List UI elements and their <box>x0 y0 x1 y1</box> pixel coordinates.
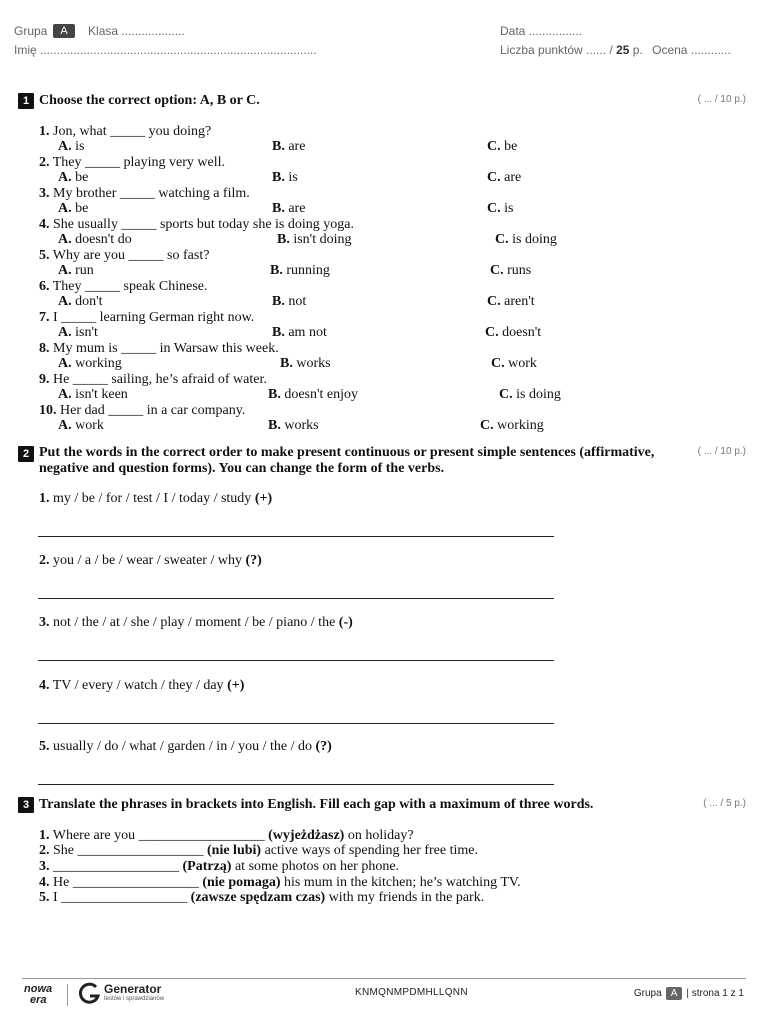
option-text: run <box>71 263 94 278</box>
question-1 <box>39 124 211 139</box>
item-form-mark: (+) <box>227 678 245 693</box>
option-text: isn't <box>71 325 98 340</box>
question-6 <box>39 279 208 294</box>
answer-line[interactable] <box>38 723 554 724</box>
item-form-mark: (?) <box>245 553 262 568</box>
gap-prefix: I __________________ <box>49 890 191 905</box>
reorder-item-3 <box>39 615 353 630</box>
option-text: doesn't <box>498 325 542 340</box>
option-letter: C. <box>487 294 501 309</box>
question-3 <box>39 186 250 201</box>
grade-field: Ocena ............ <box>652 43 731 57</box>
translate-item-2 <box>39 843 478 858</box>
option-b <box>272 139 305 154</box>
generator-g-icon <box>76 981 102 1007</box>
item-words: not / the / at / she / play / moment / be / piano / the <box>49 615 339 630</box>
item-number: 1. <box>39 828 50 843</box>
section-1-points: ( ... / 10 p.) <box>697 94 746 105</box>
item-number: 2. <box>39 553 50 568</box>
question-text: Jon, what _____ you doing? <box>49 124 212 139</box>
footer-page-number: | strona 1 z 1 <box>686 988 744 999</box>
gap-prefix: Where are you __________________ <box>49 828 269 843</box>
option-text: don't <box>71 294 103 309</box>
answer-line[interactable] <box>38 784 554 785</box>
option-letter: C. <box>490 263 504 278</box>
option-text: doesn't enjoy <box>280 387 359 402</box>
option-b <box>268 418 319 433</box>
question-10 <box>39 403 245 418</box>
option-letter: C. <box>499 387 513 402</box>
question-number: 10. <box>39 403 57 418</box>
option-letter: A. <box>58 356 72 371</box>
item-number: 5. <box>39 890 50 905</box>
question-text: I _____ learning German right now. <box>49 310 255 325</box>
option-text: doesn't do <box>71 232 132 247</box>
option-text: am not <box>284 325 327 340</box>
option-c <box>480 418 544 433</box>
option-letter: C. <box>495 232 509 247</box>
question-number: 2. <box>39 155 50 170</box>
group-badge: A <box>53 24 74 38</box>
sentence-rest: with my friends in the park. <box>325 890 485 905</box>
option-letter: A. <box>58 263 72 278</box>
option-text: running <box>282 263 330 278</box>
option-text: be <box>71 201 89 216</box>
answer-line[interactable] <box>38 536 554 537</box>
option-letter: A. <box>58 325 72 340</box>
points-suffix: p. <box>629 43 643 57</box>
item-number: 3. <box>39 859 50 874</box>
option-letter: B. <box>272 201 285 216</box>
logo-nowa: nowa <box>24 983 53 995</box>
translate-item-1 <box>39 828 414 843</box>
option-b <box>280 356 331 371</box>
option-c <box>490 263 531 278</box>
footer-group-label: Grupa <box>633 988 662 999</box>
option-letter: A. <box>58 387 72 402</box>
option-c <box>487 201 513 216</box>
question-text: They _____ playing very well. <box>49 155 225 170</box>
question-number: 7. <box>39 310 50 325</box>
option-letter: A. <box>58 139 72 154</box>
gap-prefix: He __________________ <box>49 875 203 890</box>
translate-item-5 <box>39 890 484 905</box>
translate-item-3 <box>39 859 399 874</box>
gap-prefix: __________________ <box>49 859 183 874</box>
polish-phrase: (nie lubi) <box>207 843 262 858</box>
option-letter: A. <box>58 170 72 185</box>
option-a <box>58 201 88 216</box>
option-text: runs <box>503 263 532 278</box>
option-letter: C. <box>487 170 501 185</box>
polish-phrase: (zawsze spędzam czas) <box>190 890 326 905</box>
reorder-item-1 <box>39 491 272 506</box>
option-a <box>58 263 94 278</box>
question-9 <box>39 372 267 387</box>
item-words: you / a / be / wear / sweater / why <box>49 553 246 568</box>
logo-era: era <box>30 994 47 1006</box>
option-letter: B. <box>277 232 290 247</box>
item-number: 4. <box>39 678 50 693</box>
option-text: is doing <box>508 232 557 247</box>
group-label: Grupa <box>14 24 48 38</box>
class-field: Klasa ................... <box>88 24 185 38</box>
option-text: isn't doing <box>289 232 352 247</box>
sentence-rest: on holiday? <box>344 828 414 843</box>
footer-page-info <box>634 987 744 1000</box>
reorder-item-4 <box>39 678 244 693</box>
option-letter: C. <box>480 418 494 433</box>
option-letter: B. <box>272 294 285 309</box>
question-text: They _____ speak Chinese. <box>49 279 208 294</box>
option-b <box>272 325 327 340</box>
item-number: 5. <box>39 739 50 754</box>
question-8 <box>39 341 279 356</box>
reorder-item-5 <box>39 739 332 754</box>
option-c <box>485 325 541 340</box>
question-text: Her dad _____ in a car company. <box>56 403 246 418</box>
question-number: 4. <box>39 217 50 232</box>
option-c <box>499 387 561 402</box>
option-a <box>58 387 128 402</box>
option-text: work <box>504 356 537 371</box>
item-form-mark: (+) <box>254 491 273 506</box>
question-text: She usually _____ sports but today she is doing yoga. <box>49 217 354 232</box>
question-number: 3. <box>39 186 50 201</box>
document-code: KNMQNMPDMHLLQNN <box>355 987 468 998</box>
option-text: be <box>500 139 518 154</box>
option-letter: B. <box>272 139 285 154</box>
item-form-mark: (-) <box>338 615 353 630</box>
section-1-title: Choose the correct option: A, B or C. <box>39 93 260 108</box>
question-4 <box>39 217 354 232</box>
generator-subtitle: testów i sprawdzianów <box>104 996 165 1002</box>
option-letter: A. <box>58 418 72 433</box>
item-number: 3. <box>39 615 50 630</box>
question-5 <box>39 248 209 263</box>
option-a <box>58 232 132 247</box>
option-a <box>58 170 88 185</box>
option-b <box>268 387 358 402</box>
option-letter: C. <box>485 325 499 340</box>
sentence-rest: at some photos on her phone. <box>231 859 400 874</box>
option-a <box>58 418 104 433</box>
translate-item-4 <box>39 875 521 890</box>
option-text: are <box>284 139 306 154</box>
question-number: 5. <box>39 248 50 263</box>
answer-line[interactable] <box>38 660 554 661</box>
option-text: is doing <box>512 387 561 402</box>
option-text: working <box>493 418 544 433</box>
reorder-item-2 <box>39 553 262 568</box>
option-text: are <box>500 170 522 185</box>
option-letter: B. <box>270 263 283 278</box>
option-letter: B. <box>272 170 285 185</box>
question-number: 8. <box>39 341 50 356</box>
question-text: My mum is _____ in Warsaw this week. <box>49 341 279 356</box>
name-field: Imię ................................................................................... <box>14 43 317 57</box>
option-text: be <box>71 170 89 185</box>
option-text: work <box>71 418 104 433</box>
sentence-rest: his mum in the kitchen; he’s watching TV. <box>280 875 521 890</box>
option-b <box>272 201 305 216</box>
footer-divider <box>22 978 746 979</box>
question-7 <box>39 310 254 325</box>
item-number: 4. <box>39 875 50 890</box>
logo-divider <box>67 984 68 1006</box>
polish-phrase: (nie pomaga) <box>202 875 281 890</box>
option-text: aren't <box>500 294 535 309</box>
item-number: 1. <box>39 491 50 506</box>
polish-phrase: (Patrzą) <box>182 859 232 874</box>
item-words: my / be / for / test / I / today / study <box>49 491 255 506</box>
question-number: 6. <box>39 279 50 294</box>
group-field <box>14 24 185 38</box>
option-c <box>491 356 537 371</box>
option-text: works <box>292 356 331 371</box>
option-a <box>58 294 103 309</box>
section-2-title-line2: negative and question forms). You can change the form of the verbs. <box>39 461 445 476</box>
option-c <box>487 294 535 309</box>
option-letter: C. <box>487 139 501 154</box>
option-a <box>58 139 84 154</box>
option-b <box>277 232 351 247</box>
option-text: is <box>500 201 514 216</box>
section-3-points: ( ... / 5 p.) <box>703 798 746 809</box>
option-text: not <box>284 294 307 309</box>
option-letter: A. <box>58 232 72 247</box>
section-2-title-line1: Put the words in the correct order to make present continuous or present simple sentences (affirmative, <box>39 445 655 460</box>
option-b <box>272 170 298 185</box>
option-text: working <box>71 356 122 371</box>
option-letter: C. <box>491 356 505 371</box>
question-text: Why are you _____ so fast? <box>49 248 210 263</box>
question-number: 1. <box>39 124 50 139</box>
option-b <box>272 294 306 309</box>
question-number: 9. <box>39 372 50 387</box>
item-form-mark: (?) <box>315 739 332 754</box>
section-1-number: 1 <box>18 93 34 109</box>
question-text: My brother _____ watching a film. <box>49 186 250 201</box>
option-c <box>495 232 557 247</box>
section-3-number: 3 <box>18 797 34 813</box>
section-2-points: ( ... / 10 p.) <box>697 446 746 457</box>
item-words: TV / every / watch / they / day <box>49 678 228 693</box>
polish-phrase: (wyjeżdżasz) <box>268 828 345 843</box>
option-text: works <box>280 418 319 433</box>
option-text: is <box>284 170 298 185</box>
option-letter: B. <box>272 325 285 340</box>
option-letter: C. <box>487 201 501 216</box>
option-text: are <box>284 201 306 216</box>
option-b <box>270 263 330 278</box>
section-3-title: Translate the phrases in brackets into English. Fill each gap with a maximum of three words. <box>39 797 594 812</box>
option-text: is <box>71 139 85 154</box>
option-letter: B. <box>268 418 281 433</box>
option-letter: B. <box>268 387 281 402</box>
score-field <box>500 43 731 57</box>
footer-group-badge: A <box>666 987 683 1000</box>
answer-line[interactable] <box>38 598 554 599</box>
section-2-number: 2 <box>18 446 34 462</box>
option-c <box>487 139 517 154</box>
option-text: isn't keen <box>71 387 128 402</box>
generator-title: Generator <box>104 982 162 996</box>
points-total: 25 <box>616 43 630 57</box>
item-words: usually / do / what / garden / in / you / the / do <box>49 739 316 754</box>
option-letter: A. <box>58 201 72 216</box>
gap-prefix: She __________________ <box>49 843 207 858</box>
nowa-era-logo <box>24 984 52 1006</box>
question-text: He _____ sailing, he’s afraid of water. <box>49 372 267 387</box>
option-c <box>487 170 521 185</box>
points-label: Liczba punktów ...... / <box>500 43 617 57</box>
sentence-rest: active ways of spending her free time. <box>261 843 478 858</box>
option-letter: A. <box>58 294 72 309</box>
question-2 <box>39 155 225 170</box>
option-letter: B. <box>280 356 293 371</box>
date-field: Data ................ <box>500 24 583 38</box>
item-number: 2. <box>39 843 50 858</box>
option-a <box>58 325 98 340</box>
option-a <box>58 356 122 371</box>
